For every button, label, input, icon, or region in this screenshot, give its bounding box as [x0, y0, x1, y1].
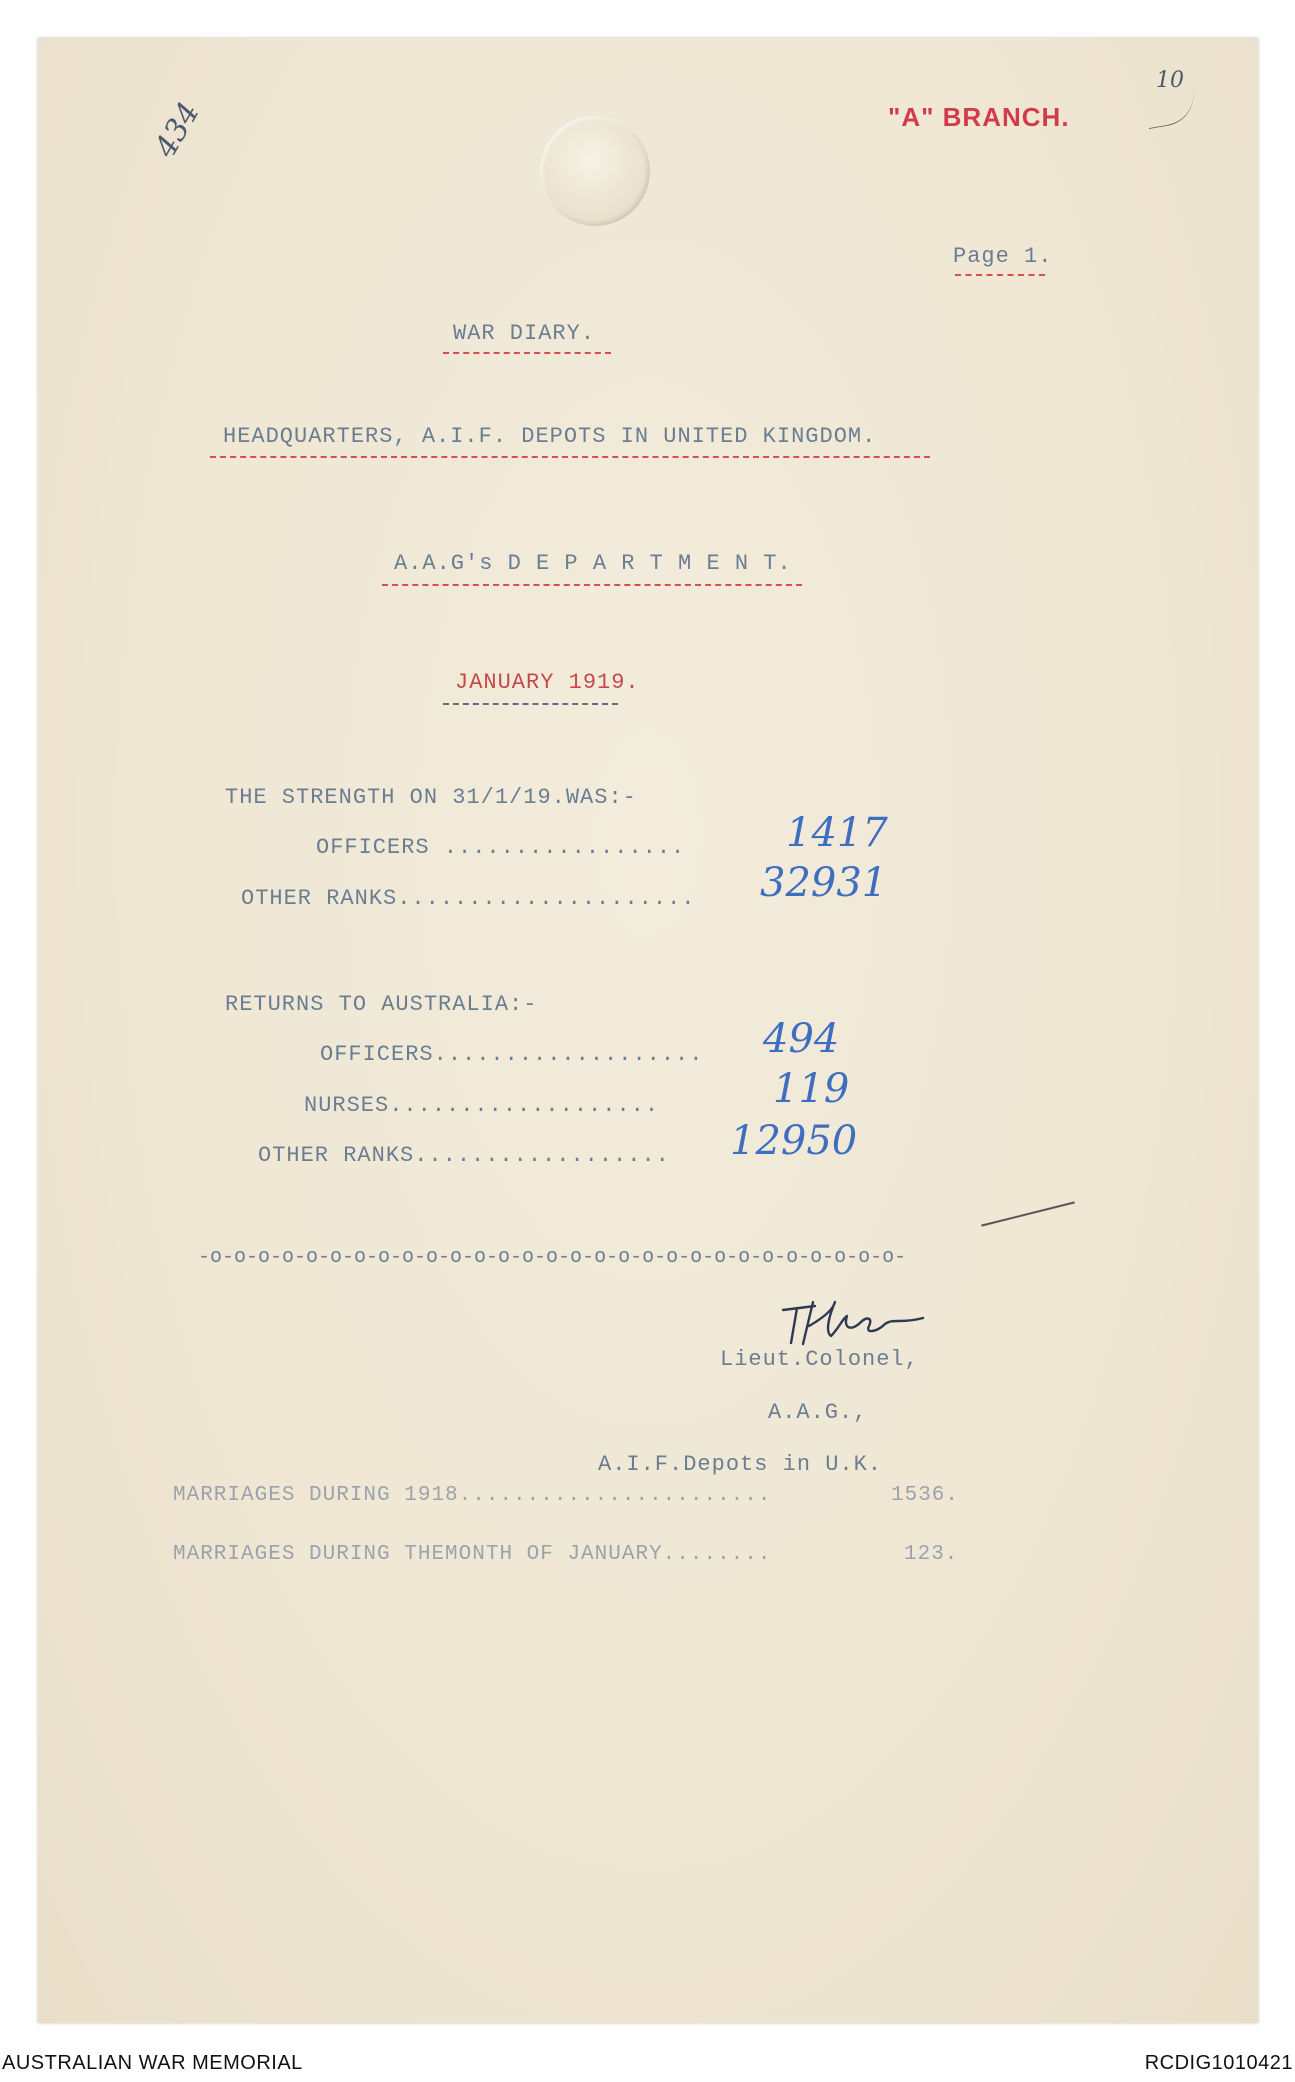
marriages-january-label: MARRIAGES DURING THEMONTH OF JANUARY........: [173, 1543, 772, 1566]
returns-nurses-value: 119: [773, 1066, 850, 1112]
month-underline: [443, 703, 618, 705]
section-divider: -o-o-o-o-o-o-o-o-o-o-o-o-o-o-o-o-o-o-o-o-o-o-o-o-o-o-o-o-o-: [198, 1246, 907, 1269]
signature-role: A.A.G.,: [768, 1400, 868, 1425]
document-title: WAR DIARY.: [453, 321, 596, 346]
footer-source: AUSTRALIAN WAR MEMORIAL: [2, 2052, 303, 2074]
marriages-1918-label: MARRIAGES DURING 1918.......................: [173, 1484, 772, 1507]
returns-nurses-label: NURSES...................: [304, 1093, 660, 1118]
document-page: [38, 38, 1258, 2023]
returns-officers-label: OFFICERS...................: [320, 1042, 704, 1067]
month-heading: JANUARY 1919.: [455, 670, 640, 695]
marriages-january-value: 123.: [904, 1543, 959, 1566]
branch-stamp: "A" BRANCH.: [888, 102, 1070, 132]
marriages-1918-value: 1536.: [891, 1484, 960, 1507]
signature-unit: A.I.F.Depots in U.K.: [598, 1452, 883, 1477]
department-heading: A.A.G's D E P A R T M E N T.: [394, 551, 792, 576]
headquarters-underline: [210, 456, 930, 458]
folio-number-left: 434: [148, 96, 207, 164]
embossed-seal: [540, 116, 650, 226]
title-underline: [443, 352, 611, 354]
returns-other-ranks-label: OTHER RANKS..................: [258, 1143, 670, 1168]
strength-officers-label: OFFICERS .................: [316, 835, 686, 860]
folio-number-right: 10: [1156, 68, 1184, 93]
strength-heading: THE STRENGTH ON 31/1/19.WAS:-: [225, 785, 637, 810]
returns-other-ranks-value: 12950: [730, 1118, 858, 1164]
headquarters-heading: HEADQUARTERS, A.I.F. DEPOTS IN UNITED KINGDOM.: [223, 424, 877, 449]
footer-id: RCDIG1010421: [1144, 2052, 1293, 2074]
strength-other-ranks-label: OTHER RANKS.....................: [241, 886, 696, 911]
strength-officers-value: 1417: [786, 810, 888, 856]
returns-heading: RETURNS TO AUSTRALIA:-: [225, 992, 538, 1017]
returns-officers-value: 494: [763, 1016, 840, 1062]
folio-underline: [1144, 90, 1199, 129]
department-underline: [382, 584, 802, 586]
page-label: Page 1.: [953, 244, 1053, 269]
signature-rank: Lieut.Colonel,: [720, 1347, 919, 1372]
pencil-stroke: [981, 1201, 1075, 1226]
page-label-underline: [955, 274, 1045, 276]
strength-other-ranks-value: 32931: [760, 860, 888, 906]
